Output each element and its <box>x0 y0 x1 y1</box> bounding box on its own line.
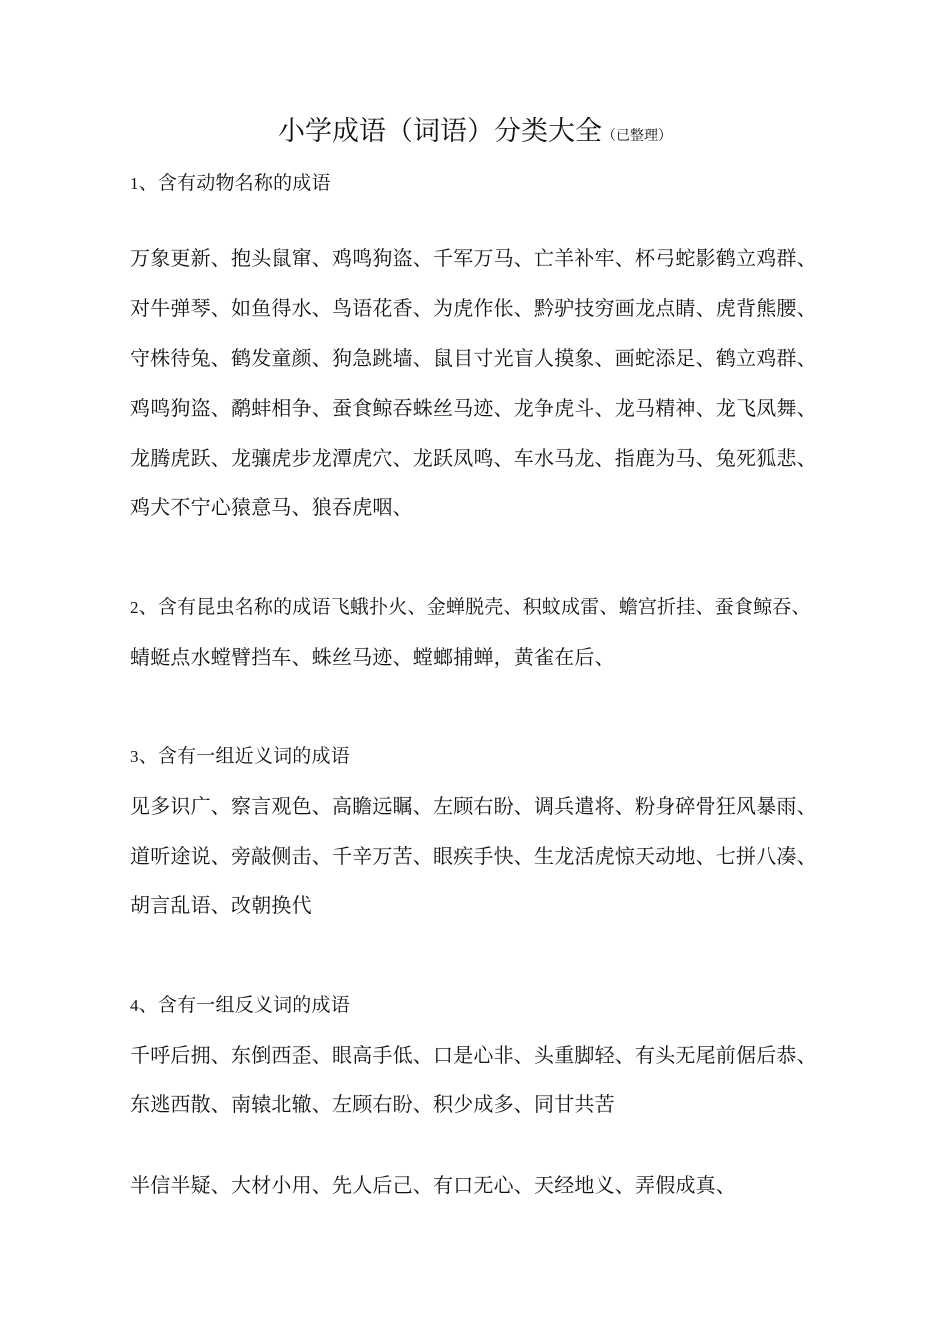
section-number: 2 <box>130 598 139 617</box>
section-4-heading <box>130 990 350 1021</box>
section-heading-text: 、含有昆虫名称的成语飞蛾扑火、金蝉脱壳、积蚊成雷、蟾宫折挂、蚕食鲸吞、 <box>138 596 811 618</box>
section-heading-text: 、含有一组反义词的成语 <box>138 994 350 1016</box>
section-3-line-2: 道听途说、旁敲侧击、千辛万苦、眼疾手快、生龙活虎惊天动地、七拼八凑、 <box>130 844 817 868</box>
section-4-line-1: 千呼后拥、东倒西歪、眼高手低、口是心非、头重脚轻、有头无尾前倨后恭、 <box>130 1043 817 1067</box>
section-1-line-2: 对牛弹琴、如鱼得水、鸟语花香、为虎作伥、黔驴技穷画龙点睛、虎背熊腰、 <box>130 296 817 320</box>
section-4-line-2: 东逃西散、南辕北辙、左顾右盼、积少成多、同甘共苦 <box>130 1092 615 1116</box>
document-title <box>0 112 950 156</box>
section-4-extra-line-1: 半信半疑、大材小用、先人后己、有口无心、天经地义、弄假成真、 <box>130 1173 736 1197</box>
section-2-heading <box>130 592 811 623</box>
section-1-line-5: 龙腾虎跃、龙骧虎步龙潭虎穴、龙跃凤鸣、车水马龙、指鹿为马、兔死狐悲、 <box>130 446 817 470</box>
section-1-heading <box>130 168 331 199</box>
section-number: 4 <box>130 996 139 1015</box>
section-2-line-1: 蜻蜓点水螳臂挡车、蛛丝马迹、螳螂捕蝉，黄雀在后、 <box>130 645 615 669</box>
section-number: 1 <box>130 174 139 193</box>
section-3-line-3: 胡言乱语、改朝换代 <box>130 893 312 917</box>
title-main: 小学成语（词语）分类大全 <box>278 116 602 147</box>
section-1-line-6: 鸡犬不宁心猿意马、狼吞虎咽、 <box>130 495 413 519</box>
title-suffix: （已整理） <box>602 128 672 144</box>
section-1-line-3: 守株待兔、鹤发童颜、狗急跳墙、鼠目寸光盲人摸象、画蛇添足、鹤立鸡群、 <box>130 346 817 370</box>
section-heading-text: 、含有一组近义词的成语 <box>138 745 350 767</box>
section-heading-text: 、含有动物名称的成语 <box>138 172 331 194</box>
section-3-heading <box>130 741 350 772</box>
section-number: 3 <box>130 747 139 766</box>
section-3-line-1: 见多识广、察言观色、高瞻远瞩、左顾右盼、调兵遣将、粉身碎骨狂风暴雨、 <box>130 794 817 818</box>
section-1-line-1: 万象更新、抱头鼠窜、鸡鸣狗盗、千军万马、亡羊补牢、杯弓蛇影鹤立鸡群、 <box>130 246 817 270</box>
section-1-line-4: 鸡鸣狗盗、鹬蚌相争、蚕食鲸吞蛛丝马迹、龙争虎斗、龙马精神、龙飞凤舞、 <box>130 396 817 420</box>
